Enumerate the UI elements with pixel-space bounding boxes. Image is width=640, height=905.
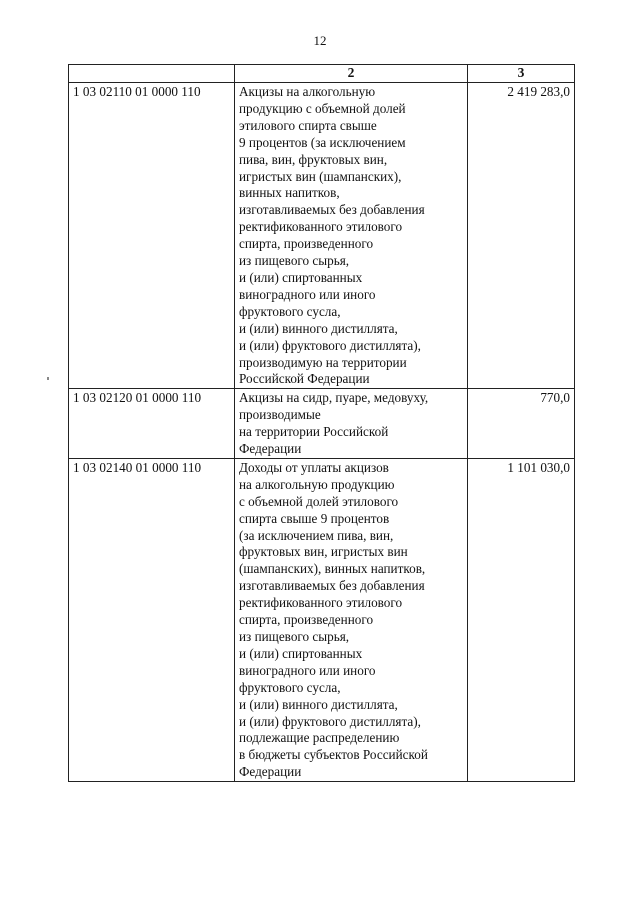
revenue-name-line: и (или) фруктового дистиллята),: [239, 713, 421, 729]
revenue-name-line: с объемной долей этилового: [239, 493, 399, 509]
revenue-name-line: из пищевого сырья,: [239, 629, 350, 644]
revenue-table: [68, 64, 575, 782]
revenue-name-line: спирта, произведенного: [239, 612, 374, 628]
revenue-name-line: виноградного или иного: [239, 286, 376, 302]
revenue-name-line: Доходы от уплаты акцизов: [239, 459, 389, 475]
revenue-name-line: винных напитков,: [239, 185, 340, 201]
table-row: [69, 458, 575, 781]
revenue-name-line: в бюджеты субъектов Российской: [239, 747, 428, 763]
revenue-name-line: и (или) спиртованных: [239, 645, 363, 661]
header-col-1: [69, 65, 235, 83]
page-number: 12: [313, 33, 327, 48]
header-col-2: 2: [235, 65, 468, 83]
table-row: [69, 83, 575, 389]
revenue-name-line: и (или) винного дистиллята,: [239, 320, 398, 336]
revenue-name-line: фруктовых вин, игристых вин: [239, 544, 408, 560]
revenue-name-line: ректификованного этилового: [239, 219, 403, 235]
revenue-name-line: (шампанских), винных напитков,: [239, 561, 426, 577]
revenue-name-line: Российской Федерации: [239, 371, 370, 387]
revenue-name-line: этилового спирта свыше: [239, 117, 377, 133]
table-header-row: [69, 65, 575, 83]
revenue-name-line: продукцию с объемной долей: [239, 100, 406, 116]
revenue-name-line: Федерации: [239, 764, 302, 780]
revenue-name-line: фруктового сусла,: [239, 679, 341, 695]
amount-cell: 2 419 283,0: [468, 83, 575, 389]
budget-code-cell: 1 03 02140 01 0000 110: [69, 458, 235, 781]
revenue-name-line: Акцизы на сидр, пуаре, медовуху,: [239, 390, 429, 406]
revenue-name-line: спирта, произведенного: [239, 236, 374, 252]
revenue-name-line: (за исключением пива, вин,: [239, 527, 394, 543]
revenue-name-line: виноградного или иного: [239, 662, 376, 678]
table-body: [69, 83, 575, 782]
revenue-name-cell: [235, 389, 468, 459]
revenue-name-line: изготавливаемых без добавления: [239, 578, 425, 594]
revenue-name-line: на территории Российской: [239, 424, 389, 440]
revenue-name-line: подлежащие распределению: [239, 730, 400, 746]
budget-code-cell: 1 03 02120 01 0000 110: [69, 389, 235, 459]
revenue-name-line: изготавливаемых без добавления: [239, 202, 425, 218]
revenue-name-line: и (или) фруктового дистиллята),: [239, 337, 421, 353]
revenue-name-line: производимые: [239, 407, 321, 423]
amount-cell: 770,0: [468, 389, 575, 459]
revenue-name-line: спирта свыше 9 процентов: [239, 510, 390, 526]
revenue-name-line: производимую на территории: [239, 354, 407, 370]
revenue-name-line: Акцизы на алкогольную: [239, 84, 376, 99]
revenue-name-line: 9 процентов (за исключением: [239, 134, 406, 150]
revenue-name-line: Федерации: [239, 441, 302, 457]
revenue-name-line: фруктового сусла,: [239, 303, 341, 319]
revenue-name-line: ректификованного этилового: [239, 595, 403, 611]
header-col-3: 3: [468, 65, 575, 83]
revenue-name-cell: [235, 458, 468, 781]
amount-cell: 1 101 030,0: [468, 458, 575, 781]
revenue-name-line: на алкогольную продукцию: [239, 476, 395, 492]
margin-mark: [47, 377, 49, 380]
revenue-name-line: и (или) винного дистиллята,: [239, 696, 398, 712]
revenue-name-line: из пищевого сырья,: [239, 253, 350, 269]
revenue-name-line: пива, вин, фруктовых вин,: [239, 151, 388, 167]
budget-code-cell: 1 03 02110 01 0000 110: [69, 83, 235, 389]
revenue-name-line: игристых вин (шампанских),: [239, 168, 402, 184]
revenue-name-cell: [235, 83, 468, 389]
revenue-name-line: и (или) спиртованных: [239, 269, 363, 285]
table-row: [69, 389, 575, 459]
